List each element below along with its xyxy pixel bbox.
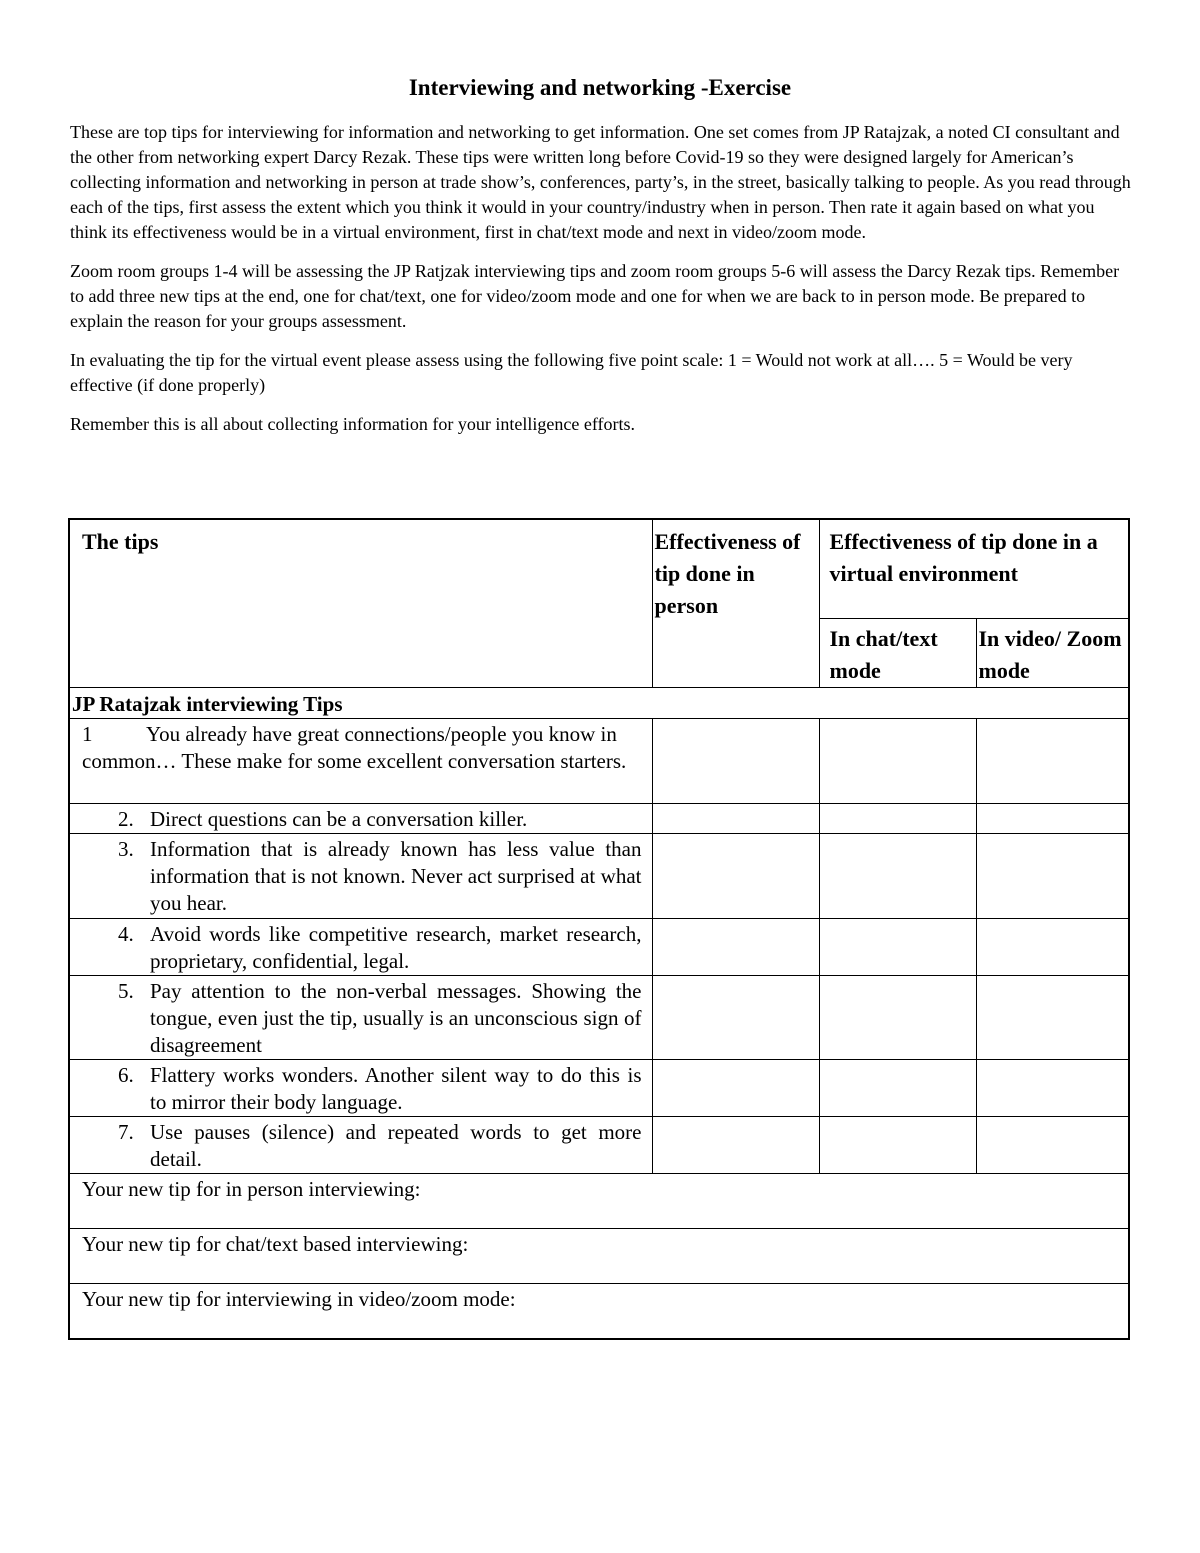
- rating-in-person-cell[interactable]: [652, 1117, 819, 1174]
- intro-paragraph-2: Zoom room groups 1-4 will be assessing the JP Ratjzak interviewing tips and zoom room groups 5-6 will assess the Darcy Rezak tips. Remember to add three new tips at the end, one for chat/text, one for video/zoom mode and one for when we are back to in person mode. Be prepared to explain the reason for your groups assessment.: [70, 261, 1120, 331]
- tip-number: 6.: [118, 1063, 134, 1087]
- table-row: [69, 719, 1129, 804]
- tip-cell: [69, 976, 652, 1060]
- tip-number: 3.: [118, 837, 134, 861]
- page-title: Interviewing and networking -Exercise: [408, 75, 792, 100]
- rating-chat-cell[interactable]: [819, 919, 976, 976]
- tip-cell: [69, 919, 652, 976]
- tip-cell: [69, 1117, 652, 1174]
- tip-text: Use pauses (silence) and repeated words to get more detail.: [150, 1120, 642, 1171]
- rating-video-cell[interactable]: [976, 804, 1129, 834]
- header-chat-mode: In chat/text mode: [819, 619, 976, 688]
- rating-in-person-cell[interactable]: [652, 976, 819, 1060]
- tip-text: You already have great connections/people you know in common… These make for some excellent conversation starters.: [82, 722, 627, 773]
- table-row: [69, 834, 1129, 919]
- rating-video-cell[interactable]: [976, 919, 1129, 976]
- intro-paragraph-3: In evaluating the tip for the virtual event please assess using the following five point scale: 1 = Would not work at all…. 5 = Would be very effective (if done properly): [70, 350, 1073, 395]
- rating-video-cell[interactable]: [976, 976, 1129, 1060]
- tip-number: 7.: [118, 1120, 134, 1144]
- tip-cell: [69, 719, 652, 804]
- new-tip-chat-text[interactable]: Your new tip for chat/text based interviewing:: [69, 1229, 1129, 1284]
- intro-paragraph-4: Remember this is all about collecting information for your intelligence efforts.: [70, 414, 636, 434]
- tip-text: Flattery works wonders. Another silent way to do this is to mirror their body language.: [150, 1063, 642, 1114]
- rating-video-cell[interactable]: [976, 719, 1129, 804]
- rating-in-person-cell[interactable]: [652, 804, 819, 834]
- tip-text: Avoid words like competitive research, market research, proprietary, confidential, legal.: [150, 922, 642, 973]
- header-virtual: Effectiveness of tip done in a virtual environment: [819, 519, 1129, 619]
- table-row: [69, 919, 1129, 976]
- tip-number: 1: [82, 722, 93, 746]
- rating-chat-cell[interactable]: [819, 834, 976, 919]
- new-tip-video-zoom[interactable]: Your new tip for interviewing in video/zoom mode:: [69, 1284, 1129, 1340]
- rating-video-cell[interactable]: [976, 1060, 1129, 1117]
- tip-number: 5.: [118, 979, 134, 1003]
- table-row: [69, 1060, 1129, 1117]
- rating-in-person-cell[interactable]: [652, 1060, 819, 1117]
- intro-paragraph-1: These are top tips for interviewing for information and networking to get information. One set comes from JP Ratajzak, a noted CI consultant and the other from networking expert Darcy Rezak. These tips were written long before Covid-19 so they were designed largely for American’s collecting information and networking in person at trade show’s, conferences, party’s, in the street, basically talking to people. As you read through each of the tips, first assess the extent which you think it would in your country/industry when in person. Then rate it again based on what you think its effectiveness would be in a virtual environment, first in chat/text mode and next in video/zoom mode.: [70, 122, 1131, 242]
- table-row: [69, 804, 1129, 834]
- table-row: [69, 976, 1129, 1060]
- intro-text: [70, 120, 1132, 451]
- table-row: [69, 1117, 1129, 1174]
- rating-chat-cell[interactable]: [819, 1060, 976, 1117]
- tip-number: 4.: [118, 922, 134, 946]
- rating-chat-cell[interactable]: [819, 804, 976, 834]
- tip-cell: [69, 834, 652, 919]
- new-tip-in-person[interactable]: Your new tip for in person interviewing:: [69, 1174, 1129, 1229]
- rating-in-person-cell[interactable]: [652, 834, 819, 919]
- tip-number: 2.: [118, 807, 134, 831]
- rating-in-person-cell[interactable]: [652, 719, 819, 804]
- tip-cell: [69, 804, 652, 834]
- rating-chat-cell[interactable]: [819, 719, 976, 804]
- rating-in-person-cell[interactable]: [652, 919, 819, 976]
- tip-text: Pay attention to the non-verbal messages. Showing the tongue, even just the tip, usually is an unconscious sign of disagreement: [150, 979, 642, 1057]
- tips-table: [68, 518, 1130, 1340]
- section-title: JP Ratajzak interviewing Tips: [69, 688, 1129, 719]
- rating-video-cell[interactable]: [976, 1117, 1129, 1174]
- header-the-tips: The tips: [69, 519, 652, 688]
- tip-text: Information that is already known has less value than information that is not known. Never act surprised at what you hear.: [150, 837, 642, 915]
- rating-video-cell[interactable]: [976, 834, 1129, 919]
- tip-cell: [69, 1060, 652, 1117]
- header-in-person: Effectiveness of tip done in person: [652, 519, 819, 688]
- header-video-mode: In video/ Zoom mode: [976, 619, 1129, 688]
- rating-chat-cell[interactable]: [819, 976, 976, 1060]
- tip-text: Direct questions can be a conversation killer.: [150, 807, 528, 831]
- rating-chat-cell[interactable]: [819, 1117, 976, 1174]
